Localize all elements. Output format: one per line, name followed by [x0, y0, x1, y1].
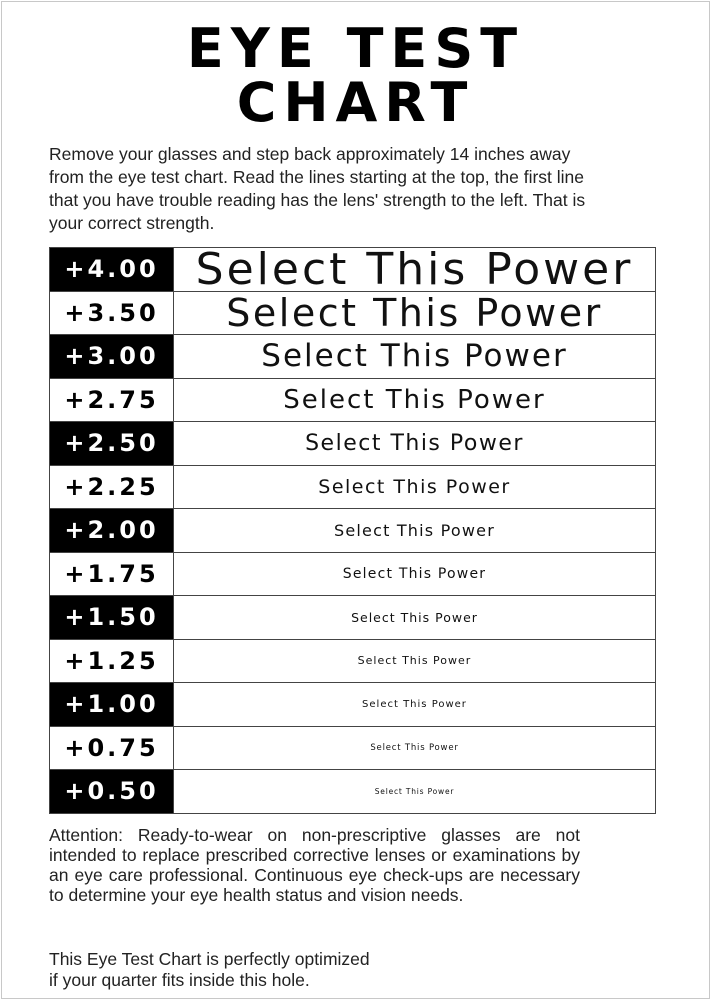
power-row	[49, 379, 655, 423]
lens-power-value: +1.75	[49, 553, 174, 596]
select-this-power-text: Select This Power	[351, 609, 478, 625]
lens-power-value: +1.00	[49, 683, 174, 726]
select-this-power-text: Select This Power	[333, 520, 495, 540]
power-row	[49, 292, 655, 336]
lens-power-value: +4.00	[49, 248, 174, 291]
lens-power-value: +2.75	[49, 379, 174, 422]
select-this-power-text: Select This Power	[283, 384, 546, 415]
select-this-power-text: Select This Power	[342, 565, 487, 582]
lens-power-value: +2.25	[49, 466, 174, 509]
power-row	[49, 335, 655, 379]
select-this-power-text: Select This Power	[374, 786, 455, 796]
attention-notice: Attention: Ready-to-wear on non-prescriptive glasses are not intended to replace prescribed corrective lenses or examinations by an eye care professional. Continuous eye check-ups are necessary to determine your eye health status and vision needs.	[49, 825, 580, 905]
lens-power-value: +3.00	[49, 335, 174, 378]
power-row	[49, 509, 655, 553]
select-this-power-text: Select This Power	[195, 243, 634, 295]
select-this-power-text: Select This Power	[362, 698, 467, 710]
power-row	[49, 466, 655, 510]
select-this-power-text: Select This Power	[357, 654, 472, 668]
quarter-fit-note-line-2: if your quarter fits inside this hole.	[49, 970, 310, 990]
lens-power-value: +2.50	[49, 422, 174, 465]
power-row	[49, 553, 655, 597]
quarter-fit-note-line-1: This Eye Test Chart is perfectly optimized	[49, 949, 370, 969]
chart-title-line-2: CHART	[236, 71, 475, 134]
lens-power-value: +1.50	[49, 596, 174, 639]
power-row	[49, 727, 655, 771]
select-this-power-text: Select This Power	[261, 338, 568, 375]
lens-power-value: +3.50	[49, 292, 174, 335]
quarter-fit-note	[49, 949, 609, 991]
select-this-power-text: Select This Power	[226, 290, 603, 335]
lens-power-value: +2.00	[49, 509, 174, 552]
power-row	[49, 640, 655, 684]
power-table	[49, 243, 656, 814]
instructions-text: Remove your glasses and step back approximately 14 inches away from the eye test chart. Read the lines starting at the top, the first line that you have trouble reading has the lens' strength to the left. That is your correct strength.	[49, 144, 586, 233]
lens-power-value: +0.75	[49, 727, 174, 770]
power-row	[49, 422, 655, 466]
lens-power-value: +1.25	[49, 640, 174, 683]
lens-power-value: +0.50	[49, 770, 174, 813]
power-row	[49, 243, 655, 295]
select-this-power-text: Select This Power	[318, 475, 511, 498]
chart-title-line-1: EYE TEST	[186, 17, 525, 80]
power-row	[49, 683, 655, 727]
power-row	[49, 770, 655, 814]
select-this-power-text: Select This Power	[305, 430, 524, 456]
select-this-power-text: Select This Power	[370, 742, 459, 753]
power-row	[49, 596, 655, 640]
